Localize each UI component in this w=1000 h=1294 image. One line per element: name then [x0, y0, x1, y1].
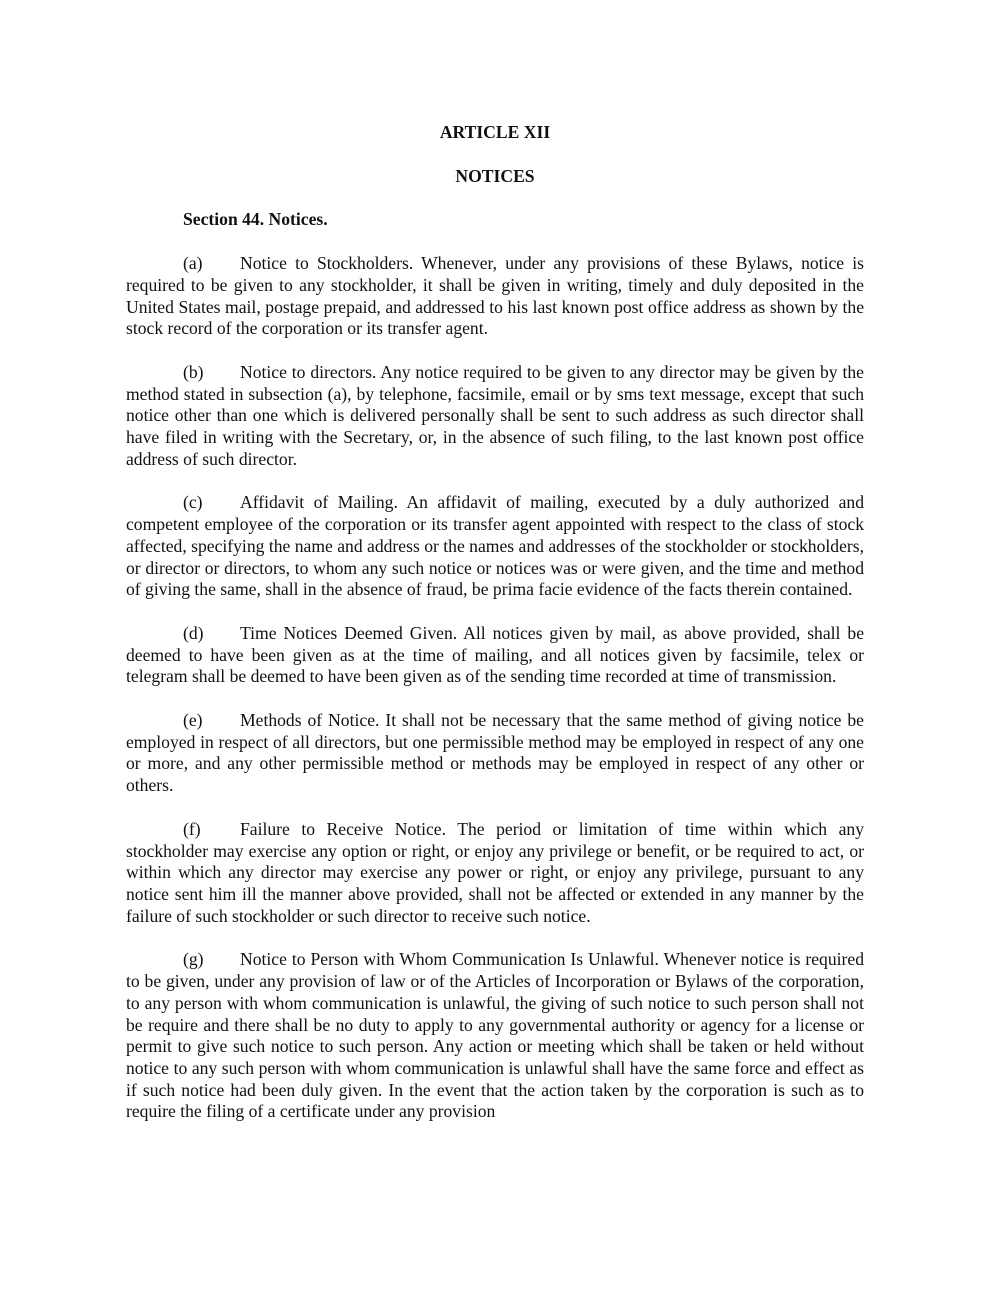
paragraph-label: (e): [183, 710, 203, 731]
paragraph-label: (f): [183, 818, 201, 839]
paragraph-d: [126, 623, 864, 688]
paragraph-text: Notice to directors. Any notice required to be given to any director may be given by the method stated in subsection (a), by telephone, facsimile, email or by sms text message, except that such notice other than one which is delivered personally shall be sent to such address as such director shall have filed in writing with the Secretary, or, in the absence of such filing, to the last known post office address of such director.: [126, 361, 864, 469]
paragraph-label: (b): [183, 361, 204, 382]
paragraph-g: [126, 949, 864, 1123]
paragraph-label: (d): [183, 622, 204, 643]
paragraph-label: (g): [183, 949, 204, 970]
article-subtitle: NOTICES: [455, 165, 535, 186]
paragraph-c: [126, 492, 864, 601]
section-title: Section 44. Notices.: [183, 209, 328, 230]
document-page: [126, 122, 864, 1123]
paragraph-text: Notice to Person with Whom Communication Is Unlawful. Whenever notice is required to be given, under any provision of law or of the Articles of Incorporation or Bylaws of the corporation, to any person with whom communication is unlawful, the giving of such notice to such person shall not be require and there shall be no duty to apply to any governmental authority or agency for a license or permit to give such notice to such person. Any action or meeting which shall be taken or held without notice to any such person with whom communication is unlawful shall have the same force and effect as if such notice had been duly given. In the event that the action taken by the corporation is such as to require the filing of a certificate under any provision: [126, 949, 864, 1122]
paragraph-text: Notice to Stockholders. Whenever, under any provisions of these Bylaws, notice is required to be given to any stockholder, it shall be given in writing, timely and duly deposited in the United States mail, postage prepaid, and addressed to his last known post office address as shown by the stock record of the corporation or its transfer agent.: [126, 253, 864, 339]
paragraph-text: Methods of Notice. It shall not be necessary that the same method of giving notice be employed in respect of all directors, but one permissible method may be employed in respect of any one or more, and any other permissible method or methods may be employed in respect of any other or others.: [126, 710, 864, 796]
paragraph-f: [126, 819, 864, 928]
paragraph-b: [126, 362, 864, 471]
article-title: ARTICLE XII: [439, 122, 551, 142]
paragraph-text: Failure to Receive Notice. The period or limitation of time within which any stockholder may exercise any option or right, or enjoy any privilege or benefit, or be required to act, or within which any director may exercise any power or right, or enjoy any privilege, pursuant to any notice sent him ill the manner above provided, shall not be affected or extended in any manner by the failure of such stockholder or such director to receive such notice.: [126, 818, 864, 926]
paragraph-text: Time Notices Deemed Given. All notices given by mail, as above provided, shall be deemed to have been given as at the time of mailing, and all notices given by facsimile, telex or telegram shall be deemed to have been given as of the sending time recorded at time of transmission.: [126, 622, 864, 687]
paragraph-label: (c): [183, 492, 203, 513]
paragraph-text: Affidavit of Mailing. An affidavit of mailing, executed by a duly authorized and competent employee of the corporation or its transfer agent appointed with respect to the class of stock affected, specifying the name and address or the names and addresses of the stockholder or stockholders, or director or directors, to whom any such notice or notices was or were given, and the time and method of giving the same, shall in the absence of fraud, be prima facie evidence of the facts therein contained.: [126, 492, 864, 600]
paragraph-a: [126, 253, 864, 340]
paragraph-e: [126, 710, 864, 797]
paragraph-label: (a): [183, 253, 203, 274]
